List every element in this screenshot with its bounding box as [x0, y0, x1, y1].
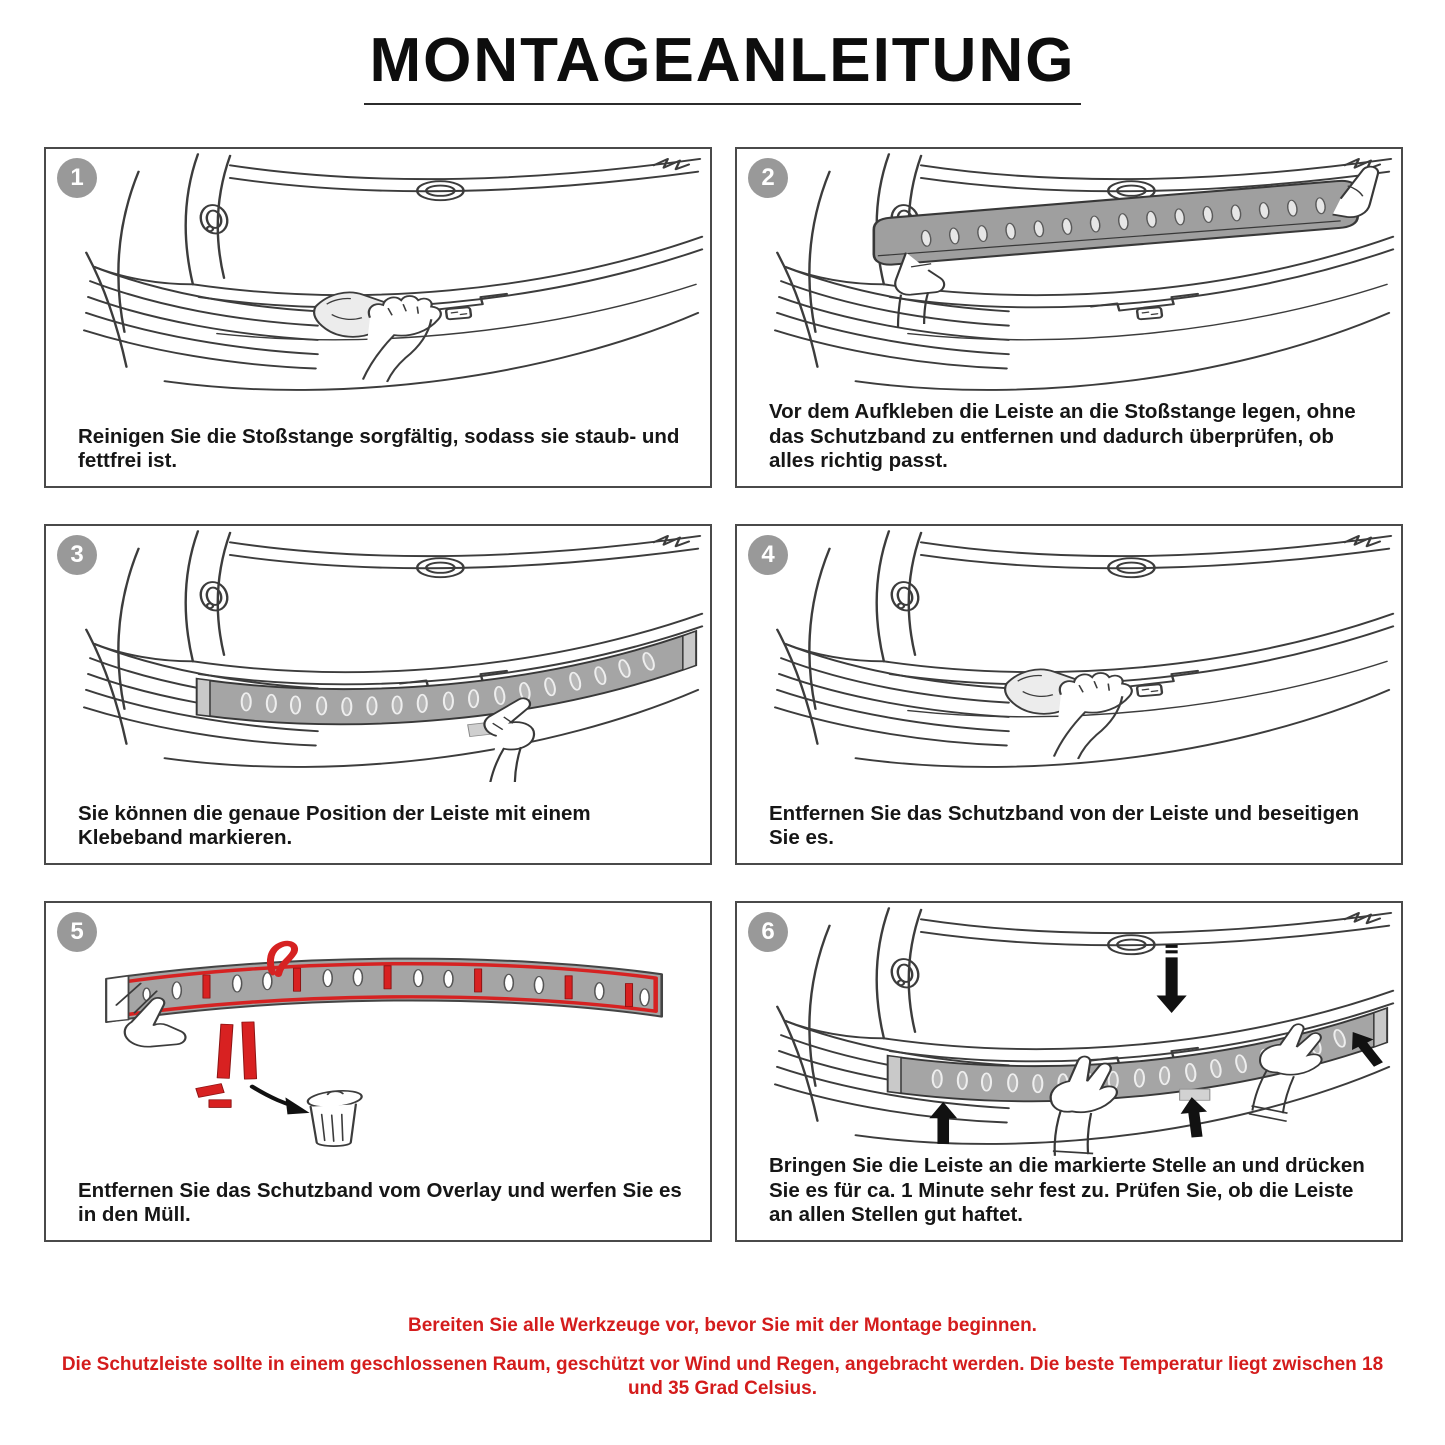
footer-note-temperature: Die Schutzleiste sollte in einem geschlossenen Raum, geschützt vor Wind und Regen, angebracht werden. Die beste Temperatur liegt zwischen 18 und 35 Grad Celsius.: [61, 1353, 1384, 1399]
step-number-badge: 5: [57, 912, 97, 952]
step-panel-1: [44, 147, 712, 488]
step-caption-1: Reinigen Sie die Stoßstange sorgfältig, sodass sie staub- und fettfrei ist.: [78, 424, 680, 473]
step-number-badge: 2: [748, 158, 788, 198]
step-caption-2: Vor dem Aufkleben die Leiste an die Stoßstange legen, ohne das Schutzband zu entfernen und dadurch überprüfen, ob alles richtig passt.: [769, 400, 1356, 473]
step-caption-4: Entfernen Sie das Schutzband von der Leiste und beseitigen Sie es.: [769, 801, 1360, 850]
step-caption-5: Entfernen Sie das Schutzband vom Overlay und werfen Sie es in den Müll.: [78, 1178, 682, 1227]
step-panel-2: [735, 147, 1403, 488]
step-panel-6: [735, 901, 1403, 1242]
illustration-strip-positioned-on-bumper: [46, 528, 710, 782]
step-panel-3: [44, 524, 712, 865]
illustration-hand-cleaning-bumper: [46, 151, 710, 405]
step-number-badge: 3: [57, 535, 97, 575]
footer-notes: [0, 1314, 1445, 1400]
footer-note-prepare-tools: Bereiten Sie alle Werkzeuge vor, bevor Sie mit der Montage beginnen.: [408, 1315, 1037, 1336]
step-panel-4: [735, 524, 1403, 865]
step-caption-3: Sie können die genaue Position der Leiste mit einem Klebeband markieren.: [78, 801, 591, 850]
illustration-strip-held-above-bumper: [737, 151, 1401, 405]
illustration-hand-removing-protective-tape: [737, 528, 1401, 782]
page-title: MONTAGEANLEITUNG: [364, 28, 1082, 105]
step-panel-5: [44, 901, 712, 1242]
illustration-pressing-strip-with-arrows: [737, 905, 1401, 1159]
step-number-badge: 4: [748, 535, 788, 575]
illustration-overlay-with-red-tape-and-trash-can: [46, 905, 710, 1159]
step-number-badge: 6: [748, 912, 788, 952]
step-number-badge: 1: [57, 158, 97, 198]
step-caption-6: Bringen Sie die Leiste an die markierte Stelle an und drücken Sie es für ca. 1 Minute sehr fest zu. Prüfen Sie, ob die Leiste an allen Stellen gut haftet.: [769, 1154, 1365, 1227]
